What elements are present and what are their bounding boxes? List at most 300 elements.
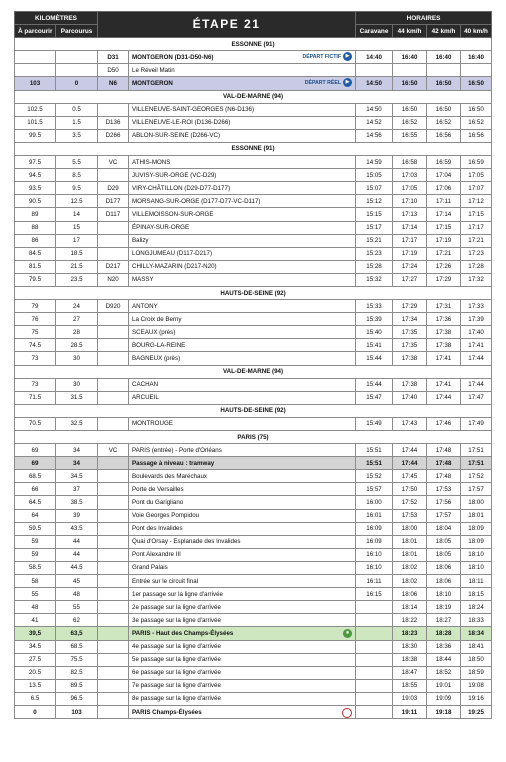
section-row [15, 404, 492, 417]
place-name [129, 260, 356, 273]
time-44: 17:24 [393, 260, 427, 273]
table-row [15, 483, 492, 496]
km-remaining: 34.5 [15, 640, 56, 653]
table-row [15, 234, 492, 247]
road-code [98, 391, 129, 404]
time-40: 16:52 [461, 116, 492, 129]
place-label: Pont des Invalides [132, 525, 183, 533]
time-44: 17:05 [393, 182, 427, 195]
km-remaining: 89 [15, 208, 56, 221]
section-label: HAUTS-DE-SEINE (92) [15, 404, 492, 417]
table-row [15, 601, 492, 614]
road-code: D117 [98, 208, 129, 221]
table-row [15, 169, 492, 182]
place-label: PARIS Champs-Élysées [132, 708, 202, 716]
km-done: 31.5 [56, 391, 98, 404]
time-44: 17:44 [393, 444, 427, 457]
time-44: 17:17 [393, 234, 427, 247]
time-44: 18:38 [393, 653, 427, 666]
place-name [129, 640, 356, 653]
time-caravane: 15:23 [356, 247, 393, 260]
km-remaining: 13.5 [15, 679, 56, 692]
time-caravane: 16:11 [356, 575, 393, 588]
start-flag-label: DÉPART FICTIF [302, 53, 341, 60]
time-40: 16:50 [461, 103, 492, 116]
place-name [129, 182, 356, 195]
time-42: 17:31 [427, 300, 461, 313]
table-row [15, 129, 492, 142]
road-code [98, 666, 129, 679]
place-label: BAGNEUX (près) [132, 354, 181, 362]
km-remaining: 71.5 [15, 391, 56, 404]
table-row [15, 51, 492, 64]
km-remaining: 73 [15, 378, 56, 391]
km-done: 0.5 [56, 103, 98, 116]
place-name [129, 116, 356, 129]
road-code [98, 417, 129, 430]
time-caravane: 16:10 [356, 561, 393, 574]
place-label: Quai d'Orsay - Esplanade des Invalides [132, 538, 241, 546]
place-label: 2e passage sur la ligne d'arrivée [132, 603, 221, 611]
time-42: 17:29 [427, 273, 461, 286]
km-remaining: 69 [15, 444, 56, 457]
km-done: 44 [56, 535, 98, 548]
time-40: 17:28 [461, 260, 492, 273]
km-remaining: 27.5 [15, 653, 56, 666]
time-44: 17:19 [393, 247, 427, 260]
table-row [15, 352, 492, 365]
road-code [98, 470, 129, 483]
place-name [129, 313, 356, 326]
section-row [15, 286, 492, 299]
section-label: VAL-DE-MARNE (94) [15, 90, 492, 103]
time-40 [461, 64, 492, 77]
time-44: 17:27 [393, 273, 427, 286]
time-42: 17:19 [427, 234, 461, 247]
time-40: 18:10 [461, 548, 492, 561]
time-40: 17:40 [461, 326, 492, 339]
km-done: 48 [56, 588, 98, 601]
km-done: 44 [56, 548, 98, 561]
place-label: ABLON-SUR-SEINE (D266-VC) [132, 132, 221, 140]
km-remaining: 73 [15, 352, 56, 365]
time-44: 18:02 [393, 575, 427, 588]
place-label: MONTGERON [132, 80, 173, 88]
road-code [98, 640, 129, 653]
km-done: 82.5 [56, 666, 98, 679]
table-row [15, 313, 492, 326]
km-remaining: 97.5 [15, 156, 56, 169]
km-done [56, 51, 98, 64]
km-remaining: 64 [15, 509, 56, 522]
table-row [15, 326, 492, 339]
km-done: 68.5 [56, 640, 98, 653]
road-code [98, 705, 129, 718]
km-header: KILOMÈTRES [15, 12, 98, 25]
time-40: 17:07 [461, 182, 492, 195]
km-done: 18.5 [56, 247, 98, 260]
table-row [15, 627, 492, 640]
time-40: 18:33 [461, 614, 492, 627]
km-remaining: 79.5 [15, 273, 56, 286]
place-name [129, 247, 356, 260]
km-remaining: 76 [15, 313, 56, 326]
time-44: 16:55 [393, 129, 427, 142]
km-done: 44.5 [56, 561, 98, 574]
km-remaining: 68.5 [15, 470, 56, 483]
km-remaining: 74.5 [15, 339, 56, 352]
time-44: 18:30 [393, 640, 427, 653]
table-row [15, 614, 492, 627]
time-44: 16:40 [393, 51, 427, 64]
place-label: VILLENEUVE-LE-ROI (D136-D266) [132, 119, 231, 127]
km-remaining [15, 51, 56, 64]
km-remaining: 84.5 [15, 247, 56, 260]
time-40: 16:40 [461, 51, 492, 64]
time-caravane: 15:41 [356, 339, 393, 352]
km-done: 28 [56, 326, 98, 339]
km-remaining: 59 [15, 535, 56, 548]
time-caravane [356, 640, 393, 653]
time-caravane [356, 705, 393, 718]
table-row [15, 522, 492, 535]
time-40: 17:57 [461, 483, 492, 496]
place-name [129, 234, 356, 247]
road-code: D177 [98, 195, 129, 208]
road-code: VC [98, 156, 129, 169]
time-caravane: 15:32 [356, 273, 393, 286]
road-code [98, 548, 129, 561]
km-done: 1.5 [56, 116, 98, 129]
road-code [98, 339, 129, 352]
km-remaining: 70.5 [15, 417, 56, 430]
time-caravane: 15:44 [356, 352, 393, 365]
km-done [56, 64, 98, 77]
place-name [129, 77, 356, 90]
col-44: 44 km/h [393, 25, 427, 38]
time-42: 17:14 [427, 208, 461, 221]
time-caravane: 15:33 [356, 300, 393, 313]
place-label: LONGJUMEAU (D117-D217) [132, 250, 212, 258]
time-42: 18:05 [427, 548, 461, 561]
time-40: 18:10 [461, 561, 492, 574]
time-44: 16:50 [393, 103, 427, 116]
place-name [129, 692, 356, 705]
time-42: 16:40 [427, 51, 461, 64]
time-44 [393, 64, 427, 77]
km-remaining: 58 [15, 575, 56, 588]
km-remaining: 86 [15, 234, 56, 247]
km-done: 27 [56, 313, 98, 326]
time-42: 18:36 [427, 640, 461, 653]
time-42: 17:57 [427, 509, 461, 522]
place-name [129, 103, 356, 116]
place-label: ARCUEIL [132, 394, 159, 402]
km-done: 75.5 [56, 653, 98, 666]
place-name [129, 483, 356, 496]
place-label: MONTROUGE [132, 420, 173, 428]
time-42: 18:10 [427, 588, 461, 601]
start-flag [302, 52, 352, 63]
time-42: 17:04 [427, 169, 461, 182]
road-code: D136 [98, 116, 129, 129]
km-done: 34 [56, 457, 98, 470]
road-code: D217 [98, 260, 129, 273]
place-label: Boulevards des Maréchaux [132, 472, 207, 480]
place-name [129, 326, 356, 339]
road-code [98, 483, 129, 496]
col-42: 42 km/h [427, 25, 461, 38]
table-row [15, 588, 492, 601]
time-42: 17:53 [427, 483, 461, 496]
time-42: 17:56 [427, 496, 461, 509]
time-44: 17:35 [393, 326, 427, 339]
col-parcourus: Parcourus [56, 25, 98, 38]
place-label: VIRY-CHÂTILLON (D29-D77-D177) [132, 184, 231, 192]
time-caravane: 15:44 [356, 378, 393, 391]
time-42: 18:05 [427, 535, 461, 548]
time-caravane: 15:57 [356, 483, 393, 496]
time-44: 18:01 [393, 535, 427, 548]
road-code [98, 601, 129, 614]
section-label: VAL-DE-MARNE (94) [15, 365, 492, 378]
place-label: CACHAN [132, 381, 159, 389]
km-done: 21.5 [56, 260, 98, 273]
time-44: 17:10 [393, 195, 427, 208]
km-remaining: 59.5 [15, 522, 56, 535]
time-40: 17:41 [461, 339, 492, 352]
table-row [15, 221, 492, 234]
km-remaining: 75 [15, 326, 56, 339]
place-label: MASSY [132, 276, 154, 284]
road-code: VC [98, 444, 129, 457]
km-done: 103 [56, 705, 98, 718]
place-label: 5e passage sur la ligne d'arrivée [132, 656, 221, 664]
km-done: 5.5 [56, 156, 98, 169]
km-done: 0 [56, 77, 98, 90]
km-remaining: 58.5 [15, 561, 56, 574]
km-remaining: 101.5 [15, 116, 56, 129]
road-code [98, 169, 129, 182]
time-caravane: 16:10 [356, 548, 393, 561]
time-caravane [356, 627, 393, 640]
time-42: 17:36 [427, 313, 461, 326]
time-caravane: 15:17 [356, 221, 393, 234]
time-42: 17:06 [427, 182, 461, 195]
time-40: 19:08 [461, 679, 492, 692]
time-44: 18:22 [393, 614, 427, 627]
road-code [98, 457, 129, 470]
km-done: 89.5 [56, 679, 98, 692]
place-name [129, 627, 356, 640]
km-done: 30 [56, 352, 98, 365]
place-name [129, 378, 356, 391]
time-42: 19:09 [427, 692, 461, 705]
road-code [98, 352, 129, 365]
road-code [98, 509, 129, 522]
place-label: Porte de Versailles [132, 485, 184, 493]
time-42: 17:46 [427, 417, 461, 430]
stage-title: ÉTAPE 21 [98, 12, 356, 38]
table-row [15, 640, 492, 653]
time-caravane: 15:52 [356, 470, 393, 483]
finish-icon [342, 708, 352, 718]
time-40: 19:16 [461, 692, 492, 705]
road-code: D31 [98, 51, 129, 64]
time-caravane: 14:59 [356, 156, 393, 169]
place-name [129, 470, 356, 483]
table-row [15, 391, 492, 404]
time-42: 17:11 [427, 195, 461, 208]
table-row [15, 103, 492, 116]
km-done: 62 [56, 614, 98, 627]
time-42: 17:15 [427, 221, 461, 234]
table-row [15, 116, 492, 129]
place-label: La Croix de Berny [132, 315, 182, 323]
time-40: 16:56 [461, 129, 492, 142]
time-42: 17:48 [427, 457, 461, 470]
km-done: 34.5 [56, 470, 98, 483]
section-row [15, 142, 492, 155]
km-remaining: 81.5 [15, 260, 56, 273]
km-remaining: 93.5 [15, 182, 56, 195]
time-42: 18:04 [427, 522, 461, 535]
place-name [129, 575, 356, 588]
place-label: CHILLY-MAZARIN (D217-N20) [132, 263, 217, 271]
place-label: VILLENEUVE-SAINT-GEORGES (N6-D136) [132, 106, 255, 114]
time-42: 18:27 [427, 614, 461, 627]
time-caravane: 15:15 [356, 208, 393, 221]
place-label: 4e passage sur la ligne d'arrivée [132, 643, 221, 651]
km-remaining: 6.5 [15, 692, 56, 705]
time-caravane [356, 64, 393, 77]
time-40: 17:17 [461, 221, 492, 234]
km-done: 23.5 [56, 273, 98, 286]
table-row [15, 561, 492, 574]
place-name [129, 561, 356, 574]
place-name [129, 548, 356, 561]
time-44: 18:06 [393, 588, 427, 601]
km-remaining: 102.5 [15, 103, 56, 116]
time-44: 16:58 [393, 156, 427, 169]
table-row [15, 705, 492, 718]
km-remaining: 79 [15, 300, 56, 313]
table-row [15, 548, 492, 561]
time-40: 17:32 [461, 273, 492, 286]
time-44: 17:53 [393, 509, 427, 522]
table-row [15, 156, 492, 169]
place-name [129, 64, 356, 77]
road-code [98, 588, 129, 601]
place-name [129, 444, 356, 457]
time-caravane: 15:51 [356, 444, 393, 457]
time-44: 18:23 [393, 627, 427, 640]
place-name [129, 129, 356, 142]
place-label: PARIS (entrée) - Porte d'Orléans [132, 446, 222, 454]
km-remaining: 64.5 [15, 496, 56, 509]
time-44: 18:47 [393, 666, 427, 679]
section-row [15, 90, 492, 103]
table-row [15, 378, 492, 391]
place-label: Le Réveil Matin [132, 66, 175, 74]
start-flag [305, 78, 352, 89]
time-42: 16:50 [427, 103, 461, 116]
km-remaining: 99.5 [15, 129, 56, 142]
table-row [15, 444, 492, 457]
time-44: 17:40 [393, 391, 427, 404]
place-name [129, 339, 356, 352]
road-code [98, 313, 129, 326]
table-row [15, 666, 492, 679]
table-row [15, 182, 492, 195]
place-name [129, 588, 356, 601]
table-row [15, 260, 492, 273]
km-remaining: 39,5 [15, 627, 56, 640]
time-40: 17:52 [461, 470, 492, 483]
time-40: 17:33 [461, 300, 492, 313]
time-44: 17:38 [393, 352, 427, 365]
table-row [15, 575, 492, 588]
time-44: 19:11 [393, 705, 427, 718]
place-label: Grand Palais [132, 564, 168, 572]
km-done: 55 [56, 601, 98, 614]
road-code [98, 378, 129, 391]
time-40: 17:23 [461, 247, 492, 260]
timetable-body [15, 38, 492, 719]
km-remaining: 88 [15, 221, 56, 234]
place-label: Passage à niveau : tramway [132, 459, 215, 467]
time-caravane: 15:07 [356, 182, 393, 195]
time-42: 17:38 [427, 326, 461, 339]
time-44: 17:29 [393, 300, 427, 313]
road-code [98, 692, 129, 705]
place-name [129, 156, 356, 169]
km-remaining: 69 [15, 457, 56, 470]
time-42: 17:38 [427, 339, 461, 352]
km-done: 38.5 [56, 496, 98, 509]
table-row [15, 339, 492, 352]
road-code [98, 234, 129, 247]
time-44: 17:03 [393, 169, 427, 182]
km-done: 12.5 [56, 195, 98, 208]
table-row [15, 208, 492, 221]
place-name [129, 221, 356, 234]
table-row [15, 535, 492, 548]
time-40: 18:11 [461, 575, 492, 588]
time-44: 17:13 [393, 208, 427, 221]
time-40: 18:15 [461, 588, 492, 601]
place-name [129, 601, 356, 614]
section-row [15, 38, 492, 51]
time-40: 18:41 [461, 640, 492, 653]
place-name [129, 705, 356, 718]
place-name [129, 509, 356, 522]
time-40: 18:01 [461, 509, 492, 522]
time-42: 19:18 [427, 705, 461, 718]
time-40: 17:44 [461, 378, 492, 391]
time-caravane: 16:09 [356, 535, 393, 548]
time-caravane: 15:40 [356, 326, 393, 339]
road-code [98, 522, 129, 535]
place-name [129, 496, 356, 509]
road-code [98, 535, 129, 548]
table-row [15, 195, 492, 208]
place-label: PARIS - Haut des Champs-Élysées [132, 629, 234, 637]
place-label: SCEAUX (près) [132, 328, 176, 336]
km-done: 96.5 [56, 692, 98, 705]
place-label: Balizy [132, 237, 149, 245]
road-code: D920 [98, 300, 129, 313]
